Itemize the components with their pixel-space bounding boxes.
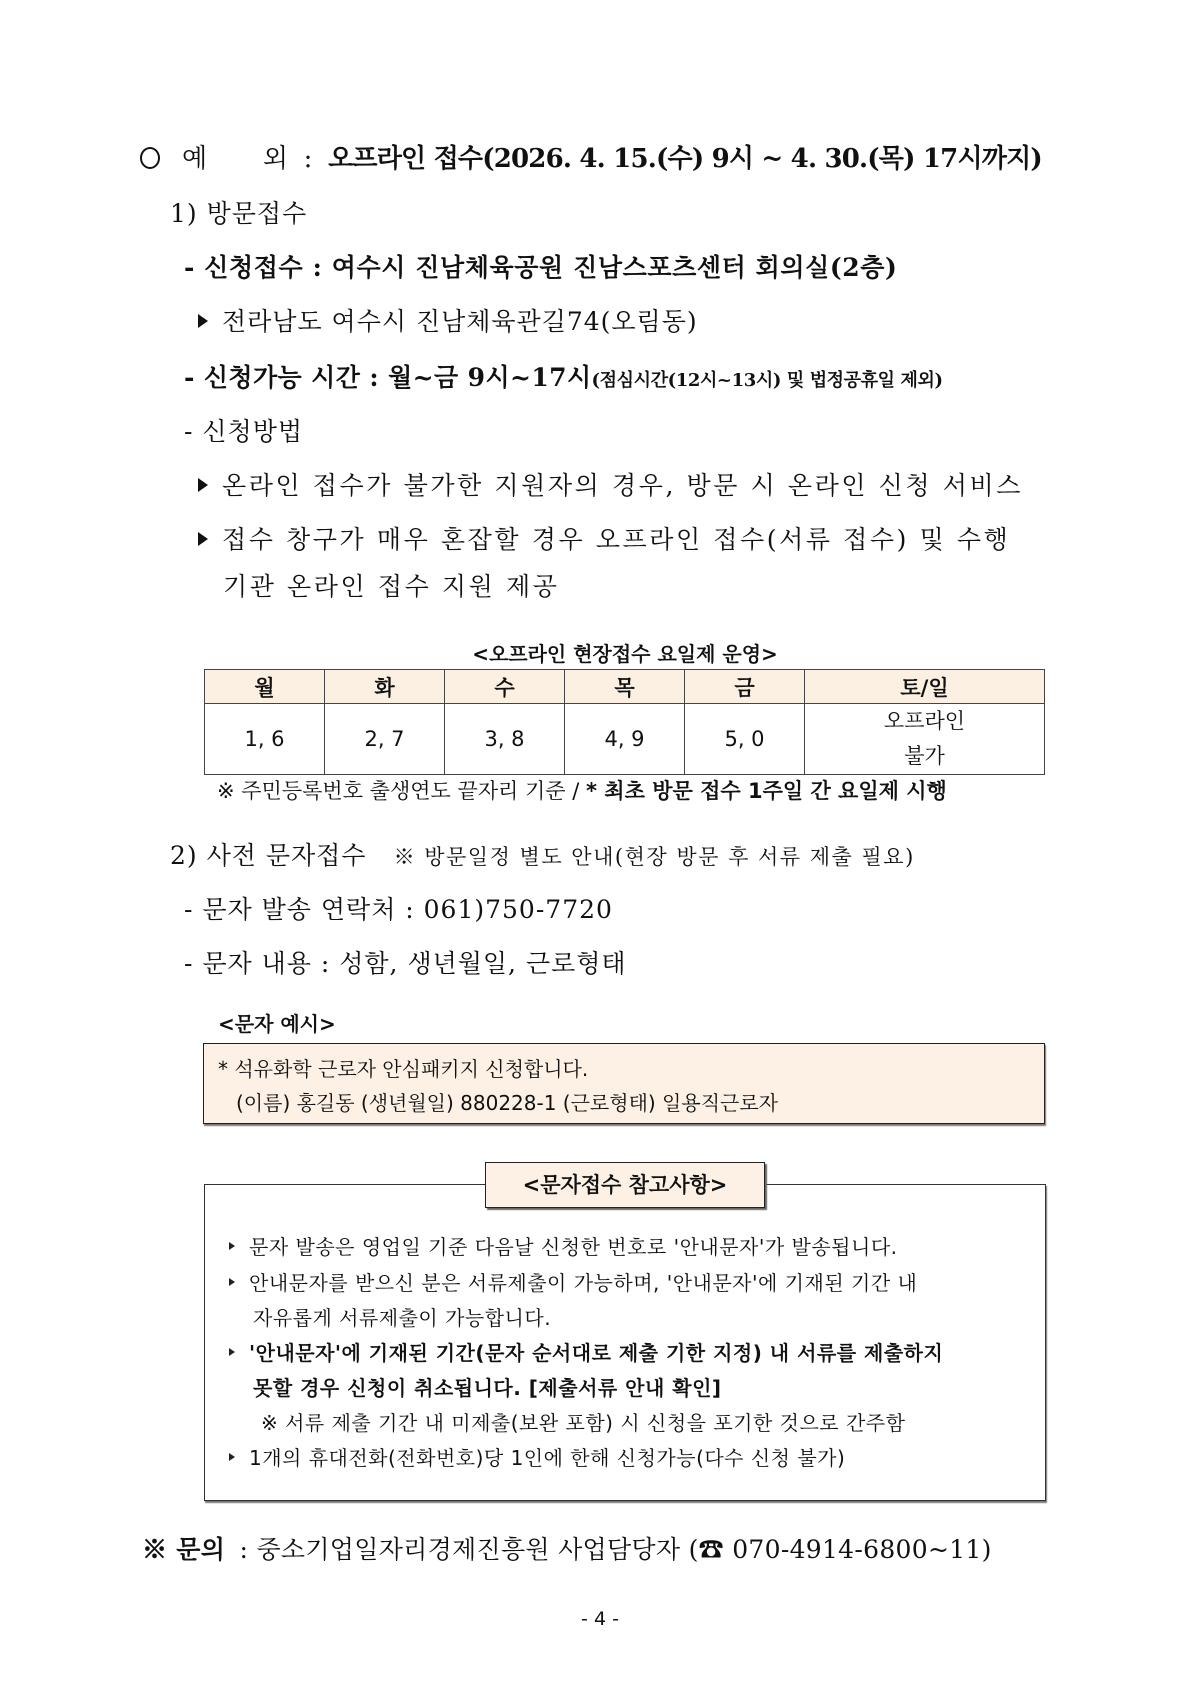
header-fri: 금	[685, 670, 805, 704]
method-item-2: 접수 창구가 매우 혼잡할 경우 오프라인 접수(서류 접수) 및 수행	[198, 520, 1010, 556]
triangle-bullet-icon	[229, 1278, 235, 1286]
triangle-bullet-icon	[198, 532, 208, 546]
exception-colon: :	[303, 144, 313, 174]
note-item-3-cont: 못할 경우 신청이 취소됩니다. [제출서류 안내 확인]	[253, 1376, 722, 1400]
page-number: - 4 -	[581, 1608, 619, 1630]
exception-label-a: 예	[182, 144, 207, 174]
sms-heading: 2) 사전 문자접수	[170, 841, 367, 870]
sms-content: - 문자 내용 : 성함, 생년월일, 근로형태	[184, 949, 627, 978]
address-text: 전라남도 여수시 진남체육관길74(오림동)	[222, 307, 698, 336]
inquiry-phone: 070-4914-6800~11)	[723, 1535, 992, 1564]
notes-title: <문자접수 참고사항>	[485, 1162, 765, 1208]
header-thu: 목	[565, 670, 685, 704]
phone-icon: ☎	[698, 1535, 724, 1564]
sms-contact: - 문자 발송 연락처 : 061)750-7720	[184, 895, 613, 924]
visit-place: - 신청접수 : 여수시 진남체육공원 진남스포츠센터 회의실(2층)	[184, 253, 898, 282]
note-item-1: 문자 발송은 영업일 기준 다음날 신청한 번호로 '안내문자'가 발송됩니다.	[229, 1231, 898, 1260]
exception-text: 오프라인 접수(2026. 4. 15.(수) 9시 ~ 4. 30.(목) 17시까지)	[328, 144, 1042, 174]
note-item-3: '안내문자'에 기재된 기간(문자 순서대로 제출 기한 지정) 내 서류를 제출하지	[229, 1337, 943, 1366]
exception-label-b: 외	[262, 144, 288, 174]
visit-hours	[184, 358, 943, 394]
triangle-bullet-icon	[198, 478, 208, 492]
circle-bullet-icon	[140, 147, 160, 169]
schedule-footnote	[217, 775, 947, 805]
triangle-bullet-icon	[229, 1453, 235, 1461]
header-tue: 화	[325, 670, 445, 704]
table-header-row	[205, 670, 1045, 704]
weekend-line-1: 오프라인	[883, 709, 966, 733]
header-mon: 월	[205, 670, 325, 704]
footnote-normal: ※ 주민등록번호 출생연도 끝자리 기준 /	[217, 779, 587, 803]
footnote-bold: * 최초 방문 접수 1주일 간 요일제 시행	[586, 779, 947, 803]
method-item-2-cont: 기관 온라인 접수 지원 제공	[223, 572, 560, 601]
cell-weekend	[805, 704, 1045, 775]
inquiry-label: ※ 문의	[142, 1535, 226, 1564]
schedule-table	[204, 669, 1045, 775]
triangle-bullet-icon	[229, 1348, 235, 1356]
method-item-1: 온라인 접수가 불가한 지원자의 경우, 방문 시 온라인 신청 서비스	[198, 466, 1023, 502]
visit-address	[198, 302, 698, 338]
example-line-2: (이름) 홍길동 (생년월일) 880228-1 (근로형태) 일용직근로자	[236, 1091, 778, 1115]
sms-example-box	[203, 1043, 1045, 1124]
cell-tue: 2, 7	[325, 704, 445, 775]
note-item-3-note: ※ 서류 제출 기간 내 미제출(보완 포함) 시 신청을 포기한 것으로 간주함	[261, 1411, 906, 1435]
sms-example-title: <문자 예시>	[218, 1012, 336, 1036]
note-item-4: 1개의 휴대전화(전화번호)당 1인에 한해 신청가능(다수 신청 불가)	[229, 1442, 845, 1471]
hours-main: - 신청가능 시간 : 월~금 9시~17시	[184, 363, 592, 392]
sms-heading-note: ※ 방문일정 별도 안내(현장 방문 후 서류 제출 필요)	[393, 845, 915, 869]
sms-heading-line	[170, 836, 915, 872]
note-item-2: 안내문자를 받으신 분은 서류제출이 가능하며, '안내문자'에 기재된 기간 내	[229, 1267, 917, 1296]
note-item-2-cont: 자유롭게 서류제출이 가능합니다.	[253, 1306, 552, 1330]
exception-line	[140, 138, 1042, 175]
cell-fri: 5, 0	[685, 704, 805, 775]
inquiry-line	[142, 1530, 992, 1566]
table-row	[205, 704, 1045, 775]
cell-thu: 4, 9	[565, 704, 685, 775]
weekend-line-2: 불가	[904, 744, 945, 768]
notes-box	[204, 1184, 1046, 1501]
triangle-bullet-icon	[198, 314, 208, 328]
inquiry-text: : 중소기업일자리경제진흥원 사업담당자 (	[239, 1535, 699, 1564]
example-line-1: * 석유화학 근로자 안심패키지 신청합니다.	[218, 1057, 589, 1081]
triangle-bullet-icon	[229, 1242, 235, 1250]
header-weekend: 토/일	[805, 670, 1045, 704]
cell-mon: 1, 6	[205, 704, 325, 775]
hours-note: (점심시간(12시~13시) 및 법정공휴일 제외)	[591, 370, 943, 391]
visit-heading: 1) 방문접수	[170, 199, 308, 228]
cell-wed: 3, 8	[445, 704, 565, 775]
schedule-caption: <오프라인 현장접수 요일제 운영>	[472, 642, 778, 666]
method-heading: - 신청방법	[184, 417, 303, 446]
header-wed: 수	[445, 670, 565, 704]
